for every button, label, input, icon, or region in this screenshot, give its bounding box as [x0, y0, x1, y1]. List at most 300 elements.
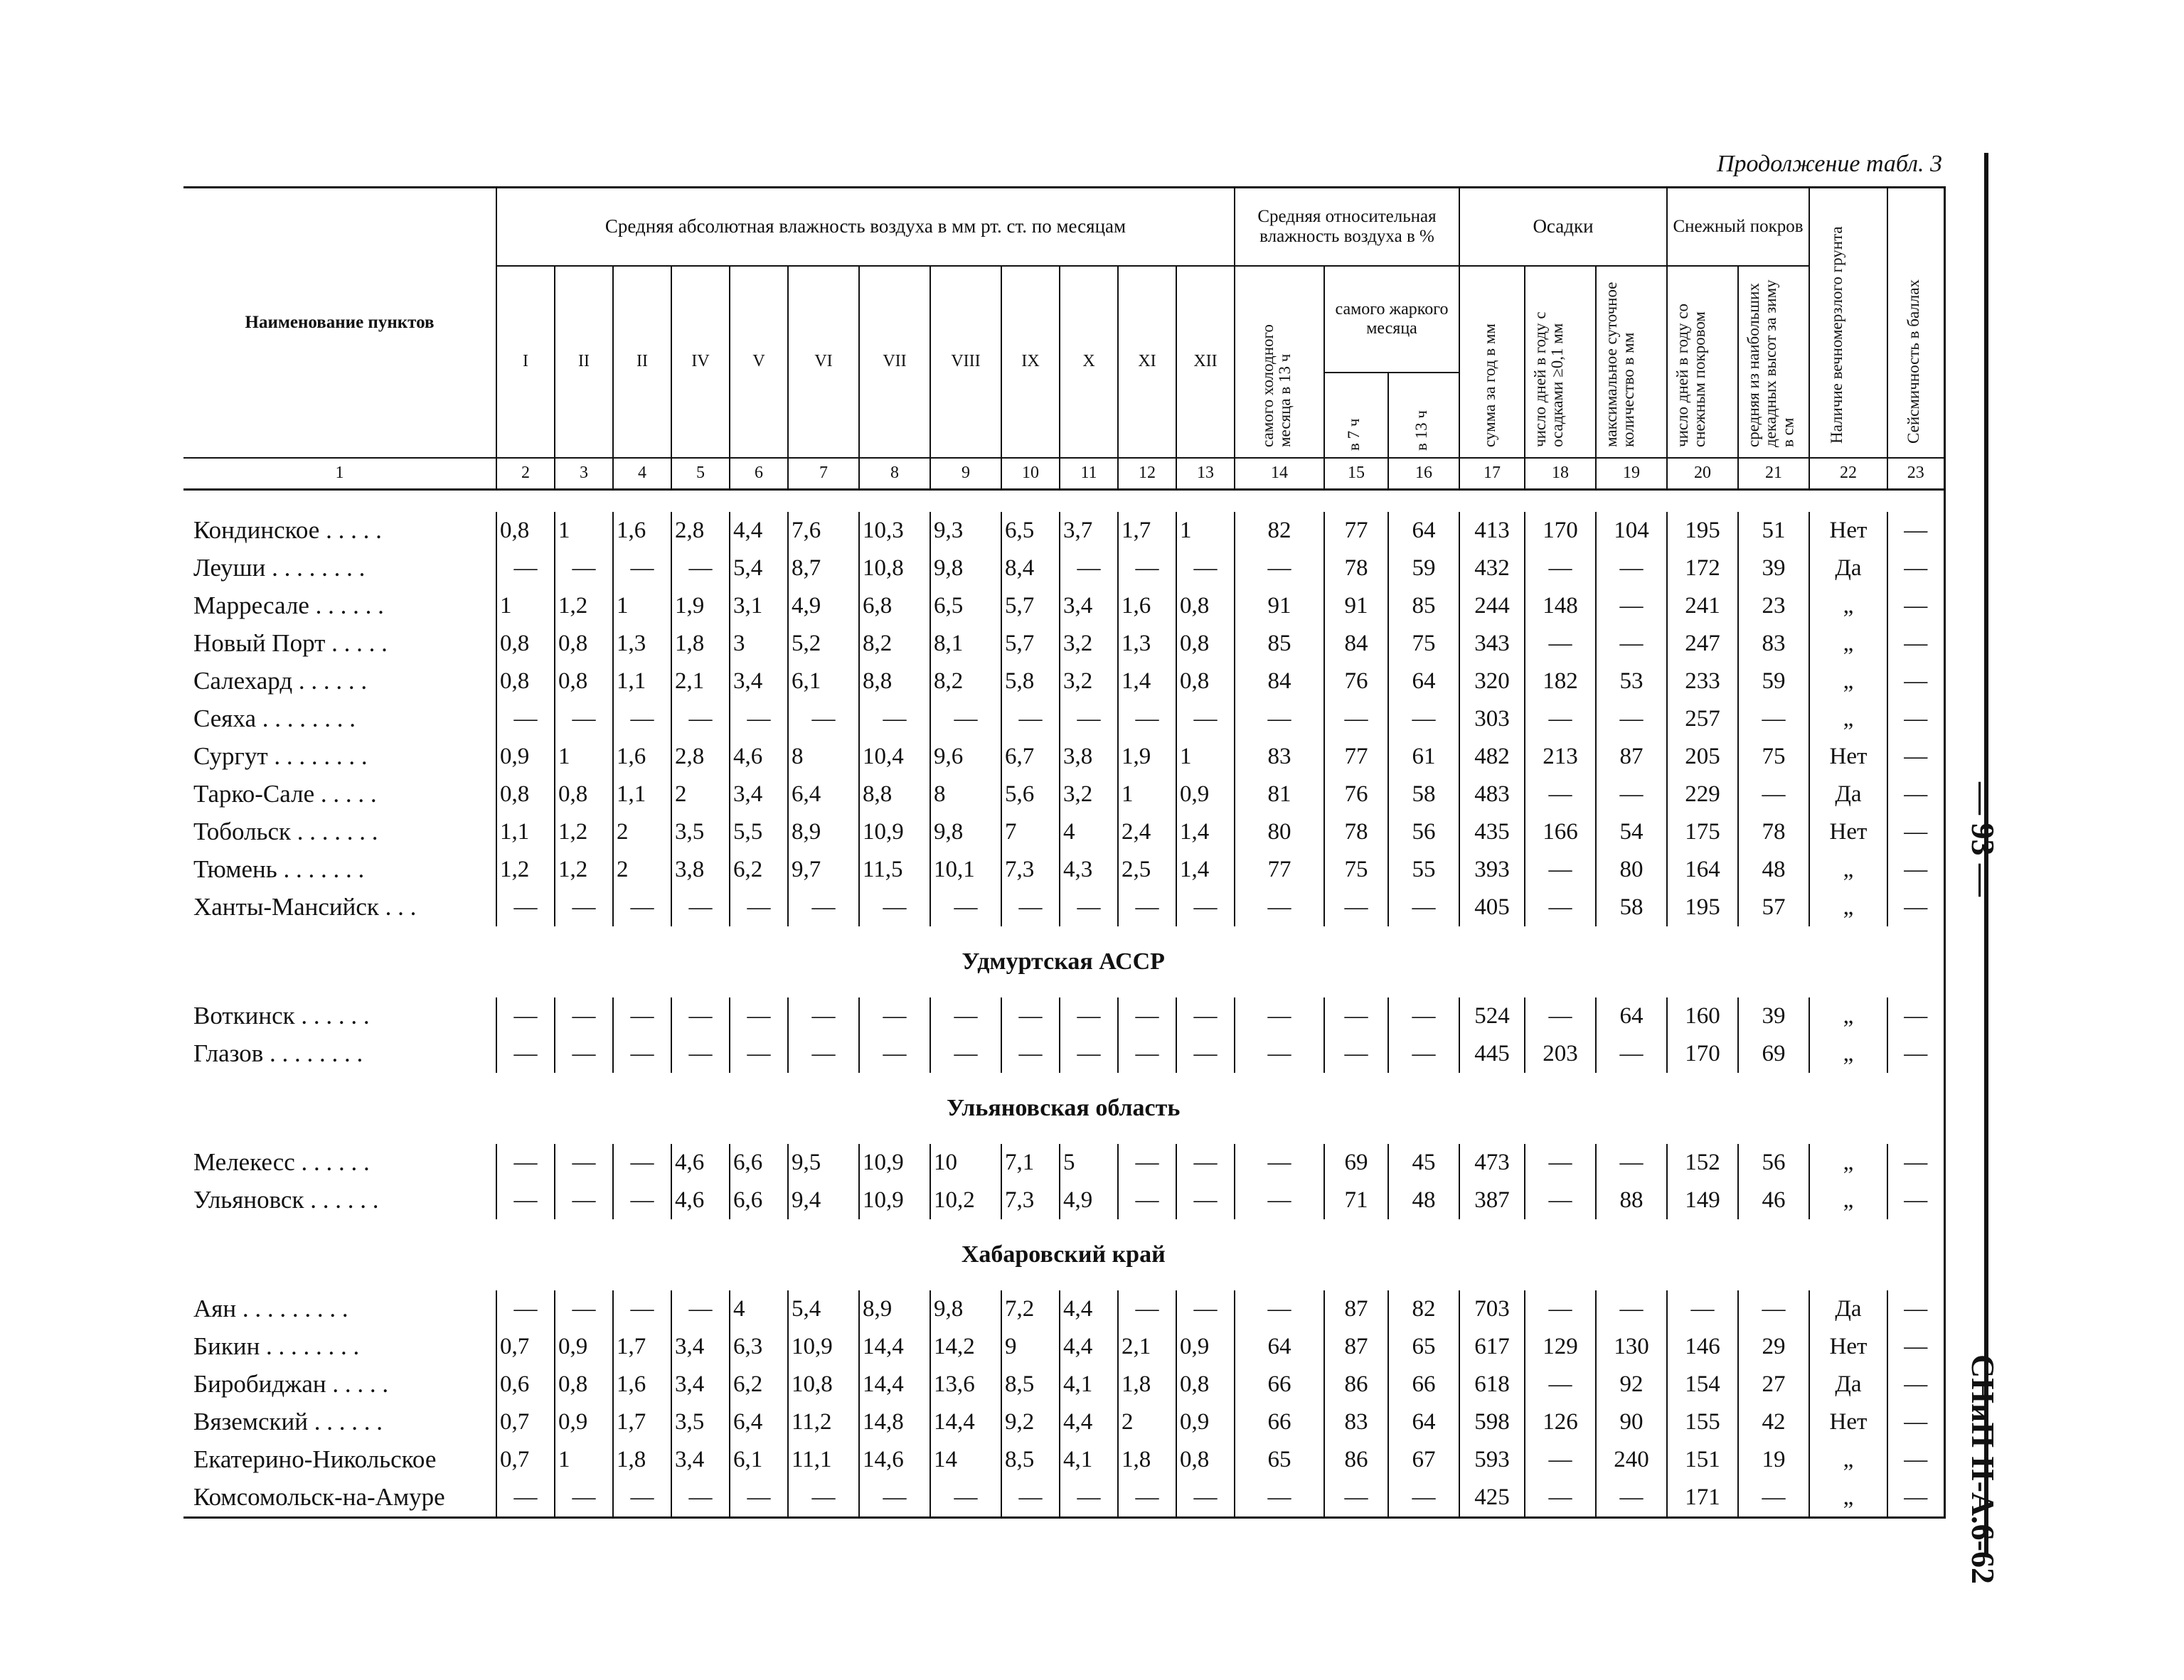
cell-col-13: — [1176, 889, 1235, 926]
cell-col-21: 69 [1738, 1035, 1809, 1073]
cell-col-21: 75 [1738, 738, 1809, 776]
cell-col-8: 14,6 [859, 1441, 930, 1479]
cell-col-9: 10,1 [930, 851, 1001, 889]
cell-col-20: 233 [1667, 663, 1738, 700]
header-rel-hot: самого жаркого месяца [1324, 266, 1459, 373]
cell-col-14: — [1235, 1144, 1324, 1182]
header-precip-sum: сумма за год в мм [1459, 266, 1525, 458]
cell-col-12: — [1118, 550, 1176, 587]
cell-col-9: 10,2 [930, 1182, 1001, 1219]
cell-col-23: — [1887, 738, 1944, 776]
table-body [183, 489, 1944, 1517]
cell-col-6: 6,2 [730, 851, 788, 889]
cell-col-17: 483 [1459, 776, 1525, 813]
cell-col-15: 78 [1324, 813, 1388, 851]
cell-col-19: 92 [1596, 1366, 1667, 1403]
cell-col-2: 1,2 [496, 851, 555, 889]
cell-col-15: 87 [1324, 1328, 1388, 1366]
cell-col-14: — [1235, 1479, 1324, 1518]
cell-col-21: 29 [1738, 1328, 1809, 1366]
cell-col-16: 65 [1388, 1328, 1459, 1366]
cell-col-5: 1,9 [671, 587, 730, 625]
cell-col-22: Да [1809, 776, 1887, 813]
cell-col-19: 54 [1596, 813, 1667, 851]
table-row [183, 1479, 1944, 1518]
cell-col-10: 6,7 [1001, 738, 1060, 776]
header-month-8: VIII [930, 266, 1001, 458]
cell-col-16: — [1388, 889, 1459, 926]
cell-col-7: — [788, 700, 859, 738]
cell-col-23: — [1887, 1290, 1944, 1328]
cell-col-18: — [1525, 1479, 1596, 1518]
cell-col-4: — [613, 1479, 671, 1518]
cell-col-11: 4,9 [1060, 1182, 1118, 1219]
cell-col-6: 5,4 [730, 550, 788, 587]
cell-col-11: 4,4 [1060, 1328, 1118, 1366]
station-name: Тюмень . . . . . . . [193, 855, 365, 883]
cell-col-21: 39 [1738, 997, 1809, 1035]
cell-col-16: — [1388, 700, 1459, 738]
cell-col-10: — [1001, 1035, 1060, 1073]
column-number: 12 [1118, 458, 1176, 490]
table-row [183, 1035, 1944, 1073]
cell-col-17: 703 [1459, 1290, 1525, 1328]
cell-col-11: — [1060, 997, 1118, 1035]
station-name: Сеяха . . . . . . . . [193, 705, 356, 732]
cell-col-23: — [1887, 1403, 1944, 1441]
cell-col-3: 1,2 [555, 587, 613, 625]
cell-col-23: — [1887, 663, 1944, 700]
cell-col-6: 4,6 [730, 738, 788, 776]
cell-col-15: 76 [1324, 663, 1388, 700]
station-name: Глазов . . . . . . . . [193, 1039, 363, 1067]
section-title: Удмуртская АССР [183, 926, 1944, 997]
cell-col-5: 3,5 [671, 1403, 730, 1441]
cell-col-19: 88 [1596, 1182, 1667, 1219]
cell-col-18: 129 [1525, 1328, 1596, 1366]
cell-col-23: — [1887, 851, 1944, 889]
cell-col-3: 0,9 [555, 1328, 613, 1366]
column-number: 20 [1667, 458, 1738, 490]
station-name: Сургут . . . . . . . . [193, 742, 368, 770]
cell-col-11: 4,1 [1060, 1366, 1118, 1403]
cell-col-12: 1,3 [1118, 625, 1176, 663]
cell-col-8: 10,9 [859, 1182, 930, 1219]
table-row [183, 1182, 1944, 1219]
cell-col-15: — [1324, 997, 1388, 1035]
header-month-12: XII [1176, 266, 1235, 458]
station-name: Вяземский . . . . . . [193, 1408, 383, 1435]
header-name: Наименование пунктов [245, 313, 435, 332]
cell-col-7: 8,7 [788, 550, 859, 587]
cell-col-12: 1,4 [1118, 663, 1176, 700]
cell-col-15: 83 [1324, 1403, 1388, 1441]
cell-col-12: 1,8 [1118, 1366, 1176, 1403]
cell-col-18: — [1525, 625, 1596, 663]
cell-col-16: 75 [1388, 625, 1459, 663]
table-row [183, 776, 1944, 813]
cell-col-4: 1 [613, 587, 671, 625]
table-row [183, 889, 1944, 926]
cell-col-2: — [496, 997, 555, 1035]
cell-col-16: 59 [1388, 550, 1459, 587]
cell-col-5: 2,1 [671, 663, 730, 700]
cell-col-8: — [859, 997, 930, 1035]
cell-col-9: — [930, 1035, 1001, 1073]
header-month-11: XI [1118, 266, 1176, 458]
cell-col-4: 1,6 [613, 738, 671, 776]
cell-col-20: 229 [1667, 776, 1738, 813]
station-name: Ханты-Мансийск . . . [193, 893, 417, 921]
cell-col-2: — [496, 1144, 555, 1182]
cell-col-12: 1,9 [1118, 738, 1176, 776]
cell-col-2: 1,1 [496, 813, 555, 851]
cell-col-14: 65 [1235, 1441, 1324, 1479]
cell-col-7: 9,5 [788, 1144, 859, 1182]
cell-col-18: 148 [1525, 587, 1596, 625]
section-header [183, 1073, 1944, 1144]
table-row [183, 813, 1944, 851]
cell-col-16: 48 [1388, 1182, 1459, 1219]
cell-col-20: 247 [1667, 625, 1738, 663]
station-name: Бикин . . . . . . . . [193, 1332, 360, 1360]
table-row [183, 997, 1944, 1035]
cell-col-20: 154 [1667, 1366, 1738, 1403]
cell-col-17: 482 [1459, 738, 1525, 776]
cell-col-13: 0,8 [1176, 625, 1235, 663]
cell-col-14: 82 [1235, 512, 1324, 550]
cell-col-22: „ [1809, 1144, 1887, 1182]
cell-col-18: — [1525, 1144, 1596, 1182]
cell-col-7: 9,4 [788, 1182, 859, 1219]
table-row [183, 851, 1944, 889]
cell-col-15: 84 [1324, 625, 1388, 663]
cell-col-7: — [788, 1035, 859, 1073]
cell-col-3: — [555, 1290, 613, 1328]
cell-col-14: — [1235, 1182, 1324, 1219]
cell-col-3: — [555, 1035, 613, 1073]
cell-col-4: — [613, 1144, 671, 1182]
cell-col-7: 7,6 [788, 512, 859, 550]
cell-col-8: — [859, 1035, 930, 1073]
cell-col-13: 0,9 [1176, 1328, 1235, 1366]
cell-col-6: 3 [730, 625, 788, 663]
cell-col-22: Нет [1809, 738, 1887, 776]
cell-col-7: — [788, 1479, 859, 1518]
cell-col-20: 170 [1667, 1035, 1738, 1073]
cell-col-16: 82 [1388, 1290, 1459, 1328]
cell-col-9: 14,4 [930, 1403, 1001, 1441]
cell-col-19: — [1596, 1035, 1667, 1073]
header-snow-height: средняя из наибольших декадных высот за зиму в см [1738, 266, 1809, 458]
cell-col-11: 4,4 [1060, 1290, 1118, 1328]
cell-col-21: 27 [1738, 1366, 1809, 1403]
cell-col-12: 2 [1118, 1403, 1176, 1441]
cell-col-4: — [613, 997, 671, 1035]
cell-col-17: 617 [1459, 1328, 1525, 1366]
station-name: Салехард . . . . . . [193, 667, 368, 695]
cell-col-23: — [1887, 587, 1944, 625]
cell-col-10: 9,2 [1001, 1403, 1060, 1441]
cell-col-20: — [1667, 1290, 1738, 1328]
cell-col-17: 473 [1459, 1144, 1525, 1182]
cell-col-15: 76 [1324, 776, 1388, 813]
cell-col-9: 9,3 [930, 512, 1001, 550]
cell-col-8: 14,4 [859, 1366, 930, 1403]
cell-col-18: 213 [1525, 738, 1596, 776]
cell-col-9: 9,8 [930, 813, 1001, 851]
cell-col-17: 393 [1459, 851, 1525, 889]
cell-col-17: 435 [1459, 813, 1525, 851]
cell-col-8: 10,3 [859, 512, 930, 550]
cell-col-4: 1,7 [613, 1328, 671, 1366]
cell-col-2: — [496, 1182, 555, 1219]
cell-col-22: „ [1809, 663, 1887, 700]
cell-col-6: 3,4 [730, 663, 788, 700]
cell-col-15: 69 [1324, 1144, 1388, 1182]
cell-col-6: 4 [730, 1290, 788, 1328]
cell-col-13: 1 [1176, 738, 1235, 776]
cell-col-22: „ [1809, 889, 1887, 926]
cell-col-22: „ [1809, 997, 1887, 1035]
cell-col-19: 58 [1596, 889, 1667, 926]
cell-col-16: 61 [1388, 738, 1459, 776]
cell-col-12: 1,6 [1118, 587, 1176, 625]
cell-col-8: 10,8 [859, 550, 930, 587]
cell-col-15: — [1324, 889, 1388, 926]
cell-col-19: 90 [1596, 1403, 1667, 1441]
cell-col-13: — [1176, 1182, 1235, 1219]
cell-col-9: 6,5 [930, 587, 1001, 625]
cell-col-15: — [1324, 1479, 1388, 1518]
column-number: 4 [613, 458, 671, 490]
cell-col-10: — [1001, 700, 1060, 738]
cell-col-22: Да [1809, 550, 1887, 587]
cell-col-21: 19 [1738, 1441, 1809, 1479]
cell-col-17: 320 [1459, 663, 1525, 700]
header-month-5: V [730, 266, 788, 458]
cell-col-20: 195 [1667, 889, 1738, 926]
cell-col-5: 2 [671, 776, 730, 813]
column-number: 19 [1596, 458, 1667, 490]
cell-col-2: 0,6 [496, 1366, 555, 1403]
cell-col-15: 87 [1324, 1290, 1388, 1328]
table-row [183, 1441, 1944, 1479]
cell-col-14: 80 [1235, 813, 1324, 851]
cell-col-2: — [496, 1479, 555, 1518]
cell-col-10: 7,3 [1001, 851, 1060, 889]
table-row [183, 663, 1944, 700]
table-row [183, 1290, 1944, 1328]
cell-col-23: — [1887, 1144, 1944, 1182]
station-name: Ульяновск . . . . . . [193, 1186, 379, 1214]
cell-col-22: „ [1809, 625, 1887, 663]
cell-col-7: 6,4 [788, 776, 859, 813]
cell-col-11: — [1060, 700, 1118, 738]
cell-col-16: — [1388, 1035, 1459, 1073]
cell-col-11: 3,2 [1060, 625, 1118, 663]
cell-col-9: 14,2 [930, 1328, 1001, 1366]
header-rel-hot-7: в 7 ч [1324, 373, 1388, 458]
cell-col-16: — [1388, 1479, 1459, 1518]
cell-col-7: 5,4 [788, 1290, 859, 1328]
cell-col-2: 0,7 [496, 1403, 555, 1441]
cell-col-12: 2,5 [1118, 851, 1176, 889]
cell-col-14: 83 [1235, 738, 1324, 776]
cell-col-21: 83 [1738, 625, 1809, 663]
header-rel-cold: самого холодного месяца в 13 ч [1235, 266, 1324, 458]
cell-col-12: — [1118, 1035, 1176, 1073]
cell-col-14: 66 [1235, 1366, 1324, 1403]
cell-col-14: 77 [1235, 851, 1324, 889]
cell-col-16: 67 [1388, 1441, 1459, 1479]
column-number: 2 [496, 458, 555, 490]
cell-col-3: 0,8 [555, 663, 613, 700]
cell-col-5: 4,6 [671, 1144, 730, 1182]
cell-col-17: 387 [1459, 1182, 1525, 1219]
cell-col-18: — [1525, 997, 1596, 1035]
cell-col-22: „ [1809, 851, 1887, 889]
cell-col-4: — [613, 889, 671, 926]
cell-col-2: — [496, 700, 555, 738]
cell-col-22: Нет [1809, 512, 1887, 550]
cell-col-5: 4,6 [671, 1182, 730, 1219]
cell-col-18: 126 [1525, 1403, 1596, 1441]
cell-col-23: — [1887, 1479, 1944, 1518]
cell-col-7: 4,9 [788, 587, 859, 625]
cell-col-7: 10,8 [788, 1366, 859, 1403]
station-name: Аян . . . . . . . . . [193, 1295, 348, 1322]
cell-col-9: 8,2 [930, 663, 1001, 700]
cell-col-14: — [1235, 889, 1324, 926]
cell-col-20: 164 [1667, 851, 1738, 889]
cell-col-7: — [788, 889, 859, 926]
cell-col-2: — [496, 1290, 555, 1328]
cell-col-13: 1,4 [1176, 851, 1235, 889]
cell-col-20: 257 [1667, 700, 1738, 738]
cell-col-12: — [1118, 1144, 1176, 1182]
cell-col-4: — [613, 1182, 671, 1219]
station-name: Леуши . . . . . . . . [193, 554, 366, 582]
cell-col-14: — [1235, 550, 1324, 587]
cell-col-2: 0,8 [496, 776, 555, 813]
cell-col-20: 146 [1667, 1328, 1738, 1366]
cell-col-12: 1 [1118, 776, 1176, 813]
cell-col-10: 9 [1001, 1328, 1060, 1366]
cell-col-23: — [1887, 1182, 1944, 1219]
cell-col-5: — [671, 1479, 730, 1518]
table-row [183, 1144, 1944, 1182]
column-number: 6 [730, 458, 788, 490]
column-number: 16 [1388, 458, 1459, 490]
cell-col-5: — [671, 1290, 730, 1328]
cell-col-19: 240 [1596, 1441, 1667, 1479]
station-name: Новый Порт . . . . . [193, 629, 388, 657]
cell-col-11: — [1060, 1479, 1118, 1518]
cell-col-3: 1 [555, 512, 613, 550]
cell-col-6: 6,2 [730, 1366, 788, 1403]
cell-col-3: 1 [555, 738, 613, 776]
cell-col-4: 1,1 [613, 663, 671, 700]
column-number: 5 [671, 458, 730, 490]
header-snow-days: число дней в году со снежным покровом [1667, 266, 1738, 458]
cell-col-21: — [1738, 776, 1809, 813]
cell-col-19: — [1596, 1290, 1667, 1328]
header-precip-days: число дней в году с осадками ≥0,1 мм [1525, 266, 1596, 458]
cell-col-4: 2 [613, 813, 671, 851]
header-month-3: II [613, 266, 671, 458]
page-number: — 93 — [1965, 782, 2001, 897]
cell-col-10: 7,1 [1001, 1144, 1060, 1182]
cell-col-3: — [555, 889, 613, 926]
cell-col-9: — [930, 700, 1001, 738]
column-number: 23 [1887, 458, 1944, 490]
cell-col-4: 2 [613, 851, 671, 889]
cell-col-20: 241 [1667, 587, 1738, 625]
cell-col-11: 3,8 [1060, 738, 1118, 776]
header-month-9: IX [1001, 266, 1060, 458]
cell-col-18: — [1525, 700, 1596, 738]
cell-col-4: — [613, 1290, 671, 1328]
cell-col-10: — [1001, 889, 1060, 926]
cell-col-23: — [1887, 1035, 1944, 1073]
cell-col-7: 8 [788, 738, 859, 776]
section-title: Ульяновская область [183, 1073, 1944, 1144]
cell-col-18: — [1525, 550, 1596, 587]
cell-col-14: 91 [1235, 587, 1324, 625]
cell-col-10: 5,7 [1001, 625, 1060, 663]
cell-col-3: — [555, 700, 613, 738]
cell-col-21: — [1738, 700, 1809, 738]
cell-col-11: 4,1 [1060, 1441, 1118, 1479]
cell-col-8: 11,5 [859, 851, 930, 889]
cell-col-7: 8,9 [788, 813, 859, 851]
cell-col-6: — [730, 700, 788, 738]
cell-col-4: 1,8 [613, 1441, 671, 1479]
cell-col-16: 55 [1388, 851, 1459, 889]
cell-col-16: 45 [1388, 1144, 1459, 1182]
cell-col-18: 182 [1525, 663, 1596, 700]
header-snow: Снежный покров [1667, 188, 1809, 266]
cell-col-15: 78 [1324, 550, 1388, 587]
cell-col-16: 58 [1388, 776, 1459, 813]
cell-col-9: 9,6 [930, 738, 1001, 776]
cell-col-8: 6,8 [859, 587, 930, 625]
cell-col-11: 3,2 [1060, 776, 1118, 813]
cell-col-14: 81 [1235, 776, 1324, 813]
header-month-4: IV [671, 266, 730, 458]
cell-col-17: 432 [1459, 550, 1525, 587]
section-header [183, 1219, 1944, 1290]
cell-col-19: — [1596, 700, 1667, 738]
cell-col-11: 3,7 [1060, 512, 1118, 550]
cell-col-14: 64 [1235, 1328, 1324, 1366]
cell-col-20: 171 [1667, 1479, 1738, 1518]
cell-col-19: — [1596, 776, 1667, 813]
cell-col-16: 56 [1388, 813, 1459, 851]
column-number: 17 [1459, 458, 1525, 490]
cell-col-21: 59 [1738, 663, 1809, 700]
cell-col-9: 10 [930, 1144, 1001, 1182]
cell-col-16: 66 [1388, 1366, 1459, 1403]
cell-col-20: 151 [1667, 1441, 1738, 1479]
cell-col-5: — [671, 889, 730, 926]
header-permafrost: Наличие вечномерзлого грунта [1809, 188, 1887, 458]
cell-col-2: 0,8 [496, 625, 555, 663]
cell-col-23: — [1887, 889, 1944, 926]
cell-col-10: 6,5 [1001, 512, 1060, 550]
cell-col-10: 7,2 [1001, 1290, 1060, 1328]
